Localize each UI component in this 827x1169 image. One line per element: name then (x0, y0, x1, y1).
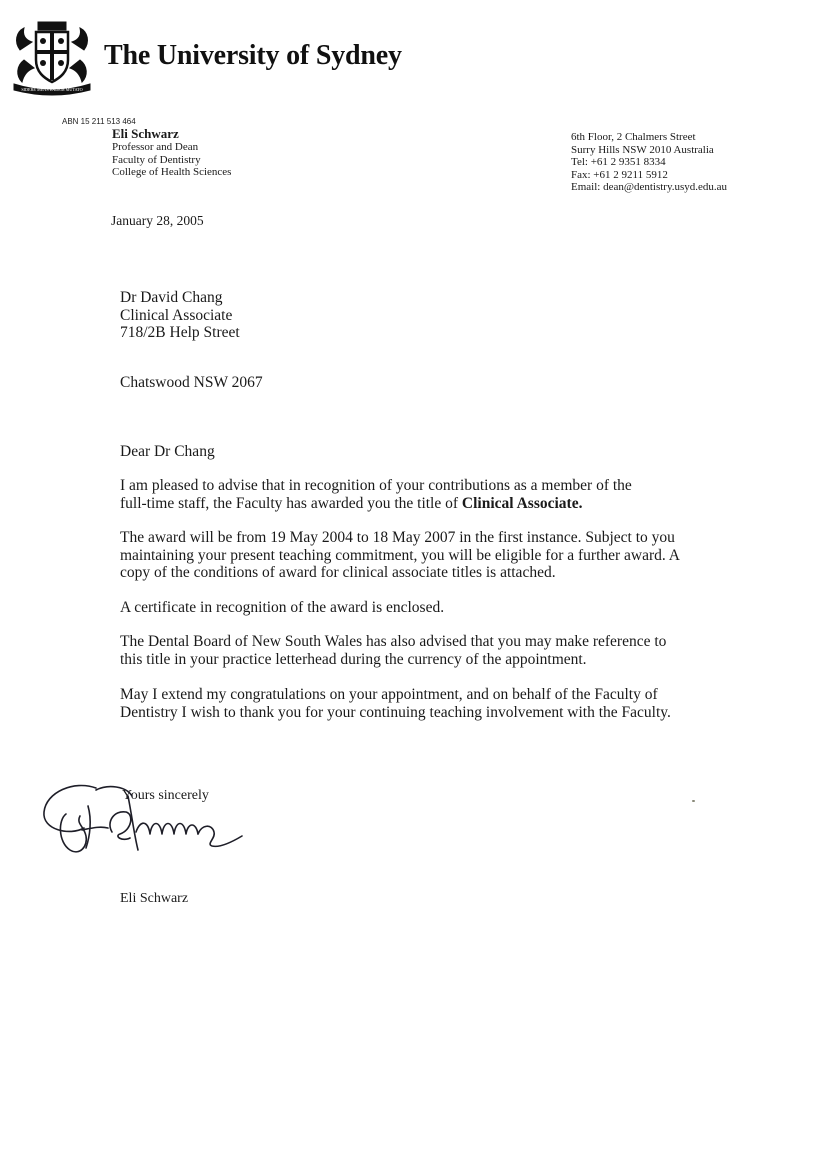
handwritten-signature-icon (36, 776, 268, 872)
award-title: Clinical Associate. (461, 494, 583, 512)
paper-speck (692, 800, 695, 802)
paragraph-certificate (120, 599, 444, 617)
contact-block (571, 131, 727, 194)
university-crest-icon (10, 20, 94, 96)
sender-block (112, 127, 231, 179)
contact-email: Email: dean@dentistry.usyd.edu.au (571, 181, 728, 194)
recipient-street: 718/2B Help Street (120, 324, 240, 341)
closing: Yours sincerely (122, 788, 209, 803)
paragraph-award-notice (120, 477, 632, 512)
paragraph-dental-board (120, 633, 666, 668)
paragraph-text: full-time staff, the Faculty has awarded you the title of (120, 494, 462, 512)
letter-date: January 28, 2005 (111, 213, 204, 228)
paragraph-line: this title in your practice letterhead during the currency of the appointment. (120, 650, 587, 668)
recipient-name: Dr David Chang (120, 289, 223, 306)
contact-fax: Fax: +61 2 9211 5912 (571, 168, 668, 181)
sender-name: Eli Schwarz (112, 126, 179, 141)
paragraph-line: A certificate in recognition of the award is enclosed. (120, 599, 445, 616)
salutation: Dear Dr Chang (120, 443, 215, 460)
contact-tel: Tel: +61 2 9351 8334 (571, 156, 666, 169)
paragraph-line: I am pleased to advise that in recognition of your contributions as a member of the (120, 477, 632, 494)
paragraph-congratulations (120, 686, 671, 721)
sender-title: Professor and Dean (112, 141, 199, 153)
paragraph-line (120, 495, 632, 513)
sender-college: College of Health Sciences (112, 166, 232, 179)
signer-name: Eli Schwarz (120, 891, 189, 906)
paragraph-line: The Dental Board of New South Wales has also advised that you may make reference to (120, 633, 667, 650)
paragraph-line: maintaining your present teaching commitment, you will be eligible for a further award. A (120, 546, 680, 564)
recipient-block (120, 289, 240, 342)
recipient-city: Chatswood NSW 2067 (120, 374, 263, 391)
paragraph-line: May I extend my congratulations on your appointment, and on behalf of the Faculty of (120, 686, 658, 703)
contact-suburb: Surry Hills NSW 2010 Australia (571, 143, 714, 156)
university-name: The University of Sydney (104, 40, 402, 71)
paragraph-line: copy of the conditions of award for clinical associate titles is attached. (120, 564, 556, 582)
paragraph-award-period (120, 529, 680, 582)
recipient-title: Clinical Associate (120, 306, 233, 324)
paragraph-line: The award will be from 19 May 2004 to 18 May 2007 in the first instance. Subject to you (120, 529, 675, 546)
contact-street: 6th Floor, 2 Chalmers Street (571, 131, 696, 143)
paragraph-line: Dentistry I wish to thank you for your continuing teaching involvement with the Faculty. (120, 703, 671, 721)
abn-number: ABN 15 211 513 464 (62, 117, 136, 126)
sender-faculty: Faculty of Dentistry (112, 153, 201, 166)
crest-motto: SIDERE MENS EADEM MUTATO (21, 87, 83, 92)
